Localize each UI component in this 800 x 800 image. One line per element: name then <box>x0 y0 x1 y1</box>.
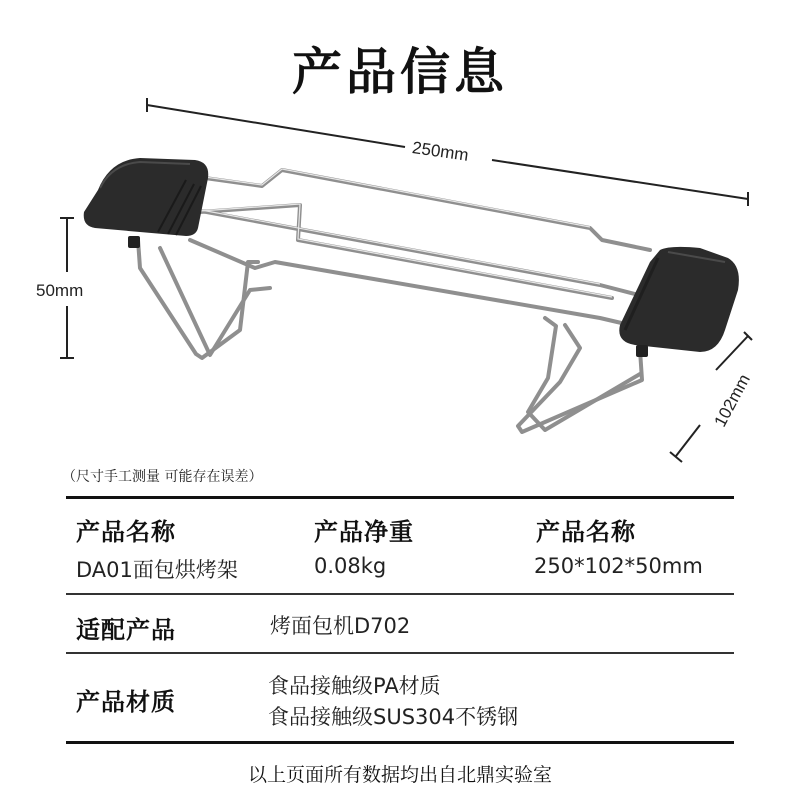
compatible-product-value: 烤面包机D702 <box>270 614 411 638</box>
net-weight-header: 产品净重 <box>314 518 414 546</box>
length-dimension-label: 250mm <box>410 138 470 165</box>
table-bottom-rule <box>66 741 734 744</box>
compatible-product-header: 适配产品 <box>76 616 176 644</box>
table-top-rule <box>66 496 734 499</box>
product-name-header: 产品名称 <box>76 518 176 546</box>
width-dimension-label: 102mm <box>710 371 754 431</box>
right-handle <box>619 247 739 357</box>
material-value-line1: 食品接触级PA材质 <box>268 674 441 698</box>
size-value: 250*102*50mm <box>534 554 703 578</box>
wire-rack-highlights <box>185 169 612 297</box>
height-dimension-label: 50mm <box>36 281 84 300</box>
product-name-value: DA01面包烘烤架 <box>76 558 238 582</box>
material-value-line2: 食品接触级SUS304不锈钢 <box>268 705 519 729</box>
material-header: 产品材质 <box>76 688 176 716</box>
net-weight-value: 0.08kg <box>314 554 387 578</box>
size-header: 产品名称 <box>536 518 636 546</box>
page-title: 产品信息 <box>292 43 508 101</box>
table-divider-1 <box>66 593 734 595</box>
measurement-note: （尺寸手工测量 可能存在误差） <box>62 469 263 485</box>
data-source-footer: 以上页面所有数据均出自北鼎实验室 <box>247 764 552 786</box>
wire-rack <box>138 170 650 432</box>
table-divider-2 <box>66 652 734 654</box>
left-handle <box>84 158 209 248</box>
